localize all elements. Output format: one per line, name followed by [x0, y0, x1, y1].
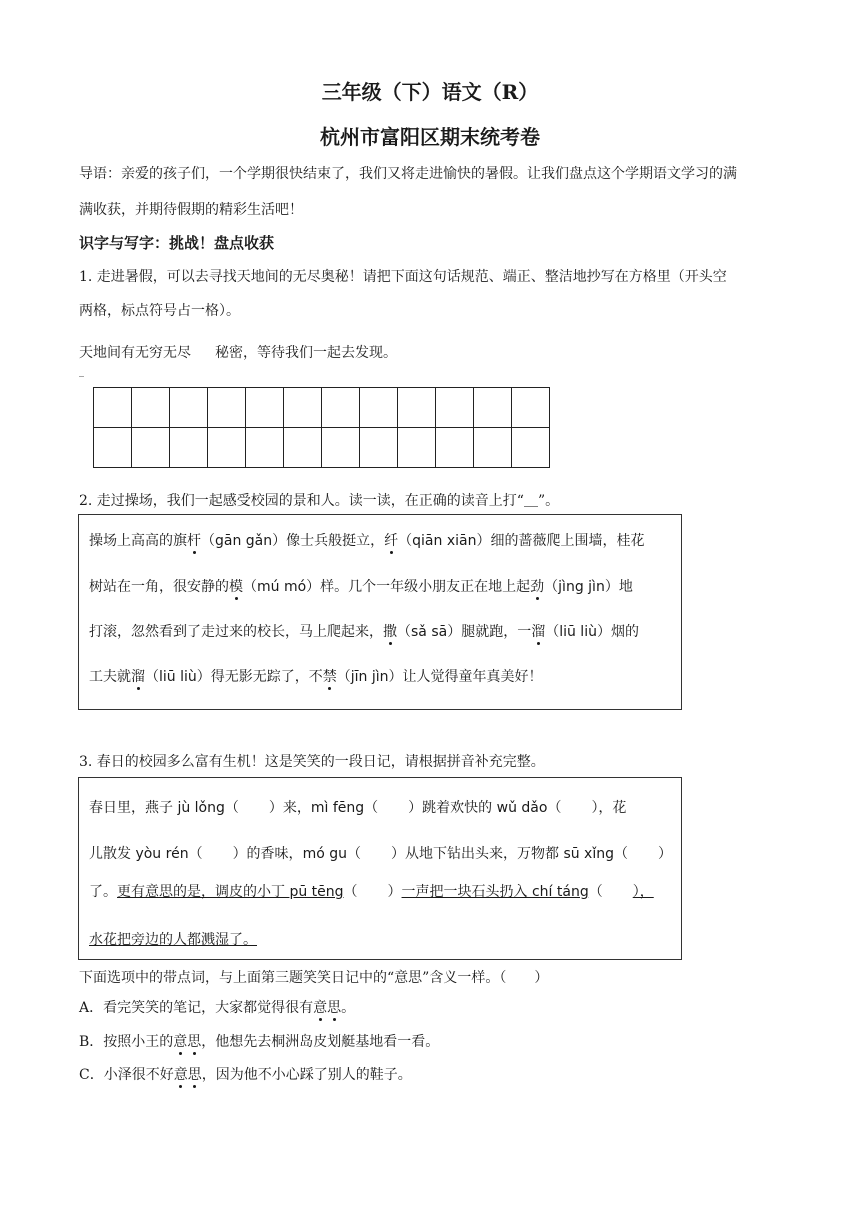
underlined-clause-1 — [117, 884, 344, 900]
paren: （ — [145, 669, 159, 685]
text: ）， — [632, 884, 654, 900]
text: 树站在一角，很安静的 — [89, 579, 229, 595]
text: 。 — [341, 1000, 356, 1016]
text: 工夫就 — [89, 669, 131, 685]
grid-cell[interactable] — [360, 388, 398, 428]
dotted-char: 思 — [187, 1034, 202, 1050]
q3-prompt: 3. 春日的校园多么富有生机！这是笑笑的一段日记，请根据拼音补充完整。 — [79, 754, 545, 770]
q1-sentence — [79, 342, 397, 362]
paren: （ — [336, 669, 351, 685]
q2-line-3 — [89, 621, 639, 641]
q2-line-1 — [89, 530, 644, 550]
q1-prompt-line-2: 两格，标点符号占一格）。 — [79, 303, 240, 319]
text: ）腿就跑，一 — [447, 624, 532, 640]
paren: （ — [364, 800, 379, 816]
text: 春日里，燕子 — [89, 800, 178, 816]
pinyin-choice[interactable]: gān gǎn — [215, 533, 273, 549]
text: ）让人觉得童年真美好！ — [388, 669, 543, 685]
text: 操场上高高的旗 — [89, 533, 187, 549]
writing-grid[interactable] — [93, 387, 550, 468]
dotted-char: 杆 — [187, 533, 201, 549]
paren: （ — [398, 533, 413, 549]
grid-cell[interactable] — [322, 428, 360, 468]
pinyin: sū xǐng — [563, 846, 614, 862]
text: A．看完笑笑的笔记，大家都觉得很有 — [79, 1000, 314, 1016]
grid-cell[interactable] — [246, 428, 284, 468]
pinyin: pū tēng — [289, 884, 344, 900]
pinyin: yòu rén — [135, 846, 189, 862]
q3-line-2 — [89, 843, 672, 863]
text: ）样。几个一年级小朋友正在地上起 — [306, 579, 531, 595]
text: ）细的蔷薇爬上围墙，桂花 — [476, 533, 645, 549]
dotted-char: 意 — [173, 1067, 188, 1083]
q2-line-2 — [89, 576, 633, 596]
section-heading: 识字与写字：挑战！盘点收获 — [79, 234, 275, 252]
text: ）像士兵般挺立， — [272, 533, 385, 549]
paren: （ — [614, 846, 628, 862]
grid-cell[interactable] — [474, 428, 512, 468]
text: ，他想先去桐洲岛皮划艇基地看一看。 — [201, 1034, 440, 1050]
grid-cell[interactable] — [474, 388, 512, 428]
paren: （ — [397, 624, 411, 640]
text: 一声把一块石头扔入 — [401, 884, 532, 900]
pinyin: wǔ dǎo — [496, 800, 548, 816]
q2-prompt: 2. 走过操场，我们一起感受校园的景和人。读一读，在正确的读音上打“＿”。 — [79, 493, 560, 509]
q2-line-4 — [89, 666, 543, 686]
q1-prompt-line-1: 1. 走进暑假，可以去寻找天地间的无尽奥秘！请把下面这句话规范、端正、整洁地抄写在方格里（开头空 — [79, 269, 727, 285]
page-subtitle: 杭州市富阳区期末统考卷 — [320, 125, 540, 149]
grid-row — [94, 428, 550, 468]
intro-line-1: 导语：亲爱的孩子们，一个学期很快结束了，我们又将走进愉快的暑假。让我们盘点这个学期语文学习的满 — [79, 166, 737, 182]
pinyin-choice[interactable]: liū liù — [559, 624, 597, 640]
intro-line-2: 满收获，并期待假期的精彩生活吧！ — [79, 202, 303, 218]
grid-cell[interactable] — [246, 388, 284, 428]
grid-cell[interactable] — [512, 388, 550, 428]
paren: （ — [188, 846, 203, 862]
grid-cell[interactable] — [284, 388, 322, 428]
stray-mark: _ — [79, 366, 84, 377]
q3-line-1 — [89, 797, 626, 817]
q1-sentence-part-b: 秘密，等待我们一起去发现。 — [215, 345, 397, 361]
grid-cell[interactable] — [170, 428, 208, 468]
pinyin-choice[interactable]: jīn jìn — [350, 669, 389, 685]
text: ）得无影无踪了，不 — [196, 669, 323, 685]
dotted-char: 溜 — [531, 624, 546, 640]
pinyin-choice[interactable]: qiān xiān — [412, 533, 477, 549]
paren: （ — [243, 579, 257, 595]
paren: （ — [346, 846, 361, 862]
text: ）跳着欢快的 — [408, 800, 497, 816]
text: 儿散发 — [89, 846, 136, 862]
paren: （ — [224, 800, 239, 816]
option-b[interactable] — [79, 1031, 439, 1051]
underlined-clause-2 — [402, 884, 589, 900]
dotted-char: 溜 — [131, 669, 145, 685]
dotted-char: 模 — [229, 579, 243, 595]
text: 更有意思的是，调皮的小丁 — [117, 884, 290, 900]
pinyin-choice[interactable]: sǎ sā — [411, 624, 448, 640]
grid-cell[interactable] — [436, 388, 474, 428]
text: ） — [658, 846, 672, 862]
pinyin: mó gu — [302, 846, 347, 862]
text: B．按照小王的 — [79, 1034, 174, 1050]
page-title: 三年级（下）语文（R） — [321, 80, 539, 104]
grid-cell[interactable] — [208, 388, 246, 428]
dotted-char: 纤 — [384, 533, 399, 549]
grid-cell[interactable] — [512, 428, 550, 468]
grid-cell[interactable] — [132, 388, 170, 428]
text: ），花 — [591, 800, 627, 816]
q3-line-3 — [89, 881, 654, 901]
text: ）的香味， — [232, 846, 303, 862]
grid-cell[interactable] — [94, 428, 132, 468]
grid-row — [94, 388, 550, 428]
text: ）来， — [268, 800, 311, 816]
pinyin: chí táng — [531, 884, 589, 900]
option-c[interactable] — [79, 1064, 412, 1084]
text: 了。 — [89, 884, 117, 900]
option-a[interactable] — [79, 997, 355, 1017]
dotted-char: 意 — [173, 1034, 188, 1050]
dotted-char: 思 — [327, 1000, 342, 1016]
dotted-char: 思 — [187, 1067, 202, 1083]
grid-cell[interactable] — [436, 428, 474, 468]
grid-cell[interactable] — [360, 428, 398, 468]
pinyin: jù lǒng — [177, 800, 225, 816]
text: C．小泽很不好 — [79, 1067, 174, 1083]
text: 打滚，忽然看到了走过来的校长，马上爬起来， — [89, 624, 383, 640]
text: ）地 — [604, 579, 633, 595]
grid-cell[interactable] — [322, 388, 360, 428]
grid-cell[interactable] — [132, 428, 170, 468]
grid-cell[interactable] — [94, 388, 132, 428]
q3-line-4: 水花把旁边的人都溅湿了。 — [89, 932, 257, 948]
grid-cell[interactable] — [284, 428, 322, 468]
text: ，因为他不小心踩了别人的鞋子。 — [201, 1067, 412, 1083]
dotted-char: 禁 — [322, 669, 337, 685]
dotted-char: 劲 — [530, 579, 545, 595]
paren: （ — [544, 579, 559, 595]
text: ）烟的 — [596, 624, 639, 640]
dotted-char: 撒 — [383, 624, 397, 640]
pinyin-choice[interactable]: liū liù — [159, 669, 197, 685]
grid-cell[interactable] — [398, 388, 436, 428]
grid-cell[interactable] — [170, 388, 208, 428]
paren: （ — [343, 884, 358, 900]
paren: ） — [387, 884, 402, 900]
grid-cell[interactable] — [398, 428, 436, 468]
pinyin: mì fēng — [310, 800, 365, 816]
pinyin-choice[interactable]: jìng jìn — [558, 579, 605, 595]
paren: （ — [588, 884, 603, 900]
paren: （ — [547, 800, 562, 816]
pinyin-choice[interactable]: mú mó — [257, 579, 307, 595]
q3-sub-prompt: 下面选项中的带点词，与上面第三题笑笑日记中的“意思”含义一样。（ ） — [79, 970, 549, 986]
grid-cell[interactable] — [208, 428, 246, 468]
paren: （ — [201, 533, 215, 549]
text: ）从地下钻出头来，万物都 — [390, 846, 564, 862]
paren: （ — [545, 624, 560, 640]
dotted-char: 意 — [313, 1000, 328, 1016]
q1-sentence-part-a: 天地间有无穷无尽 — [79, 345, 191, 361]
